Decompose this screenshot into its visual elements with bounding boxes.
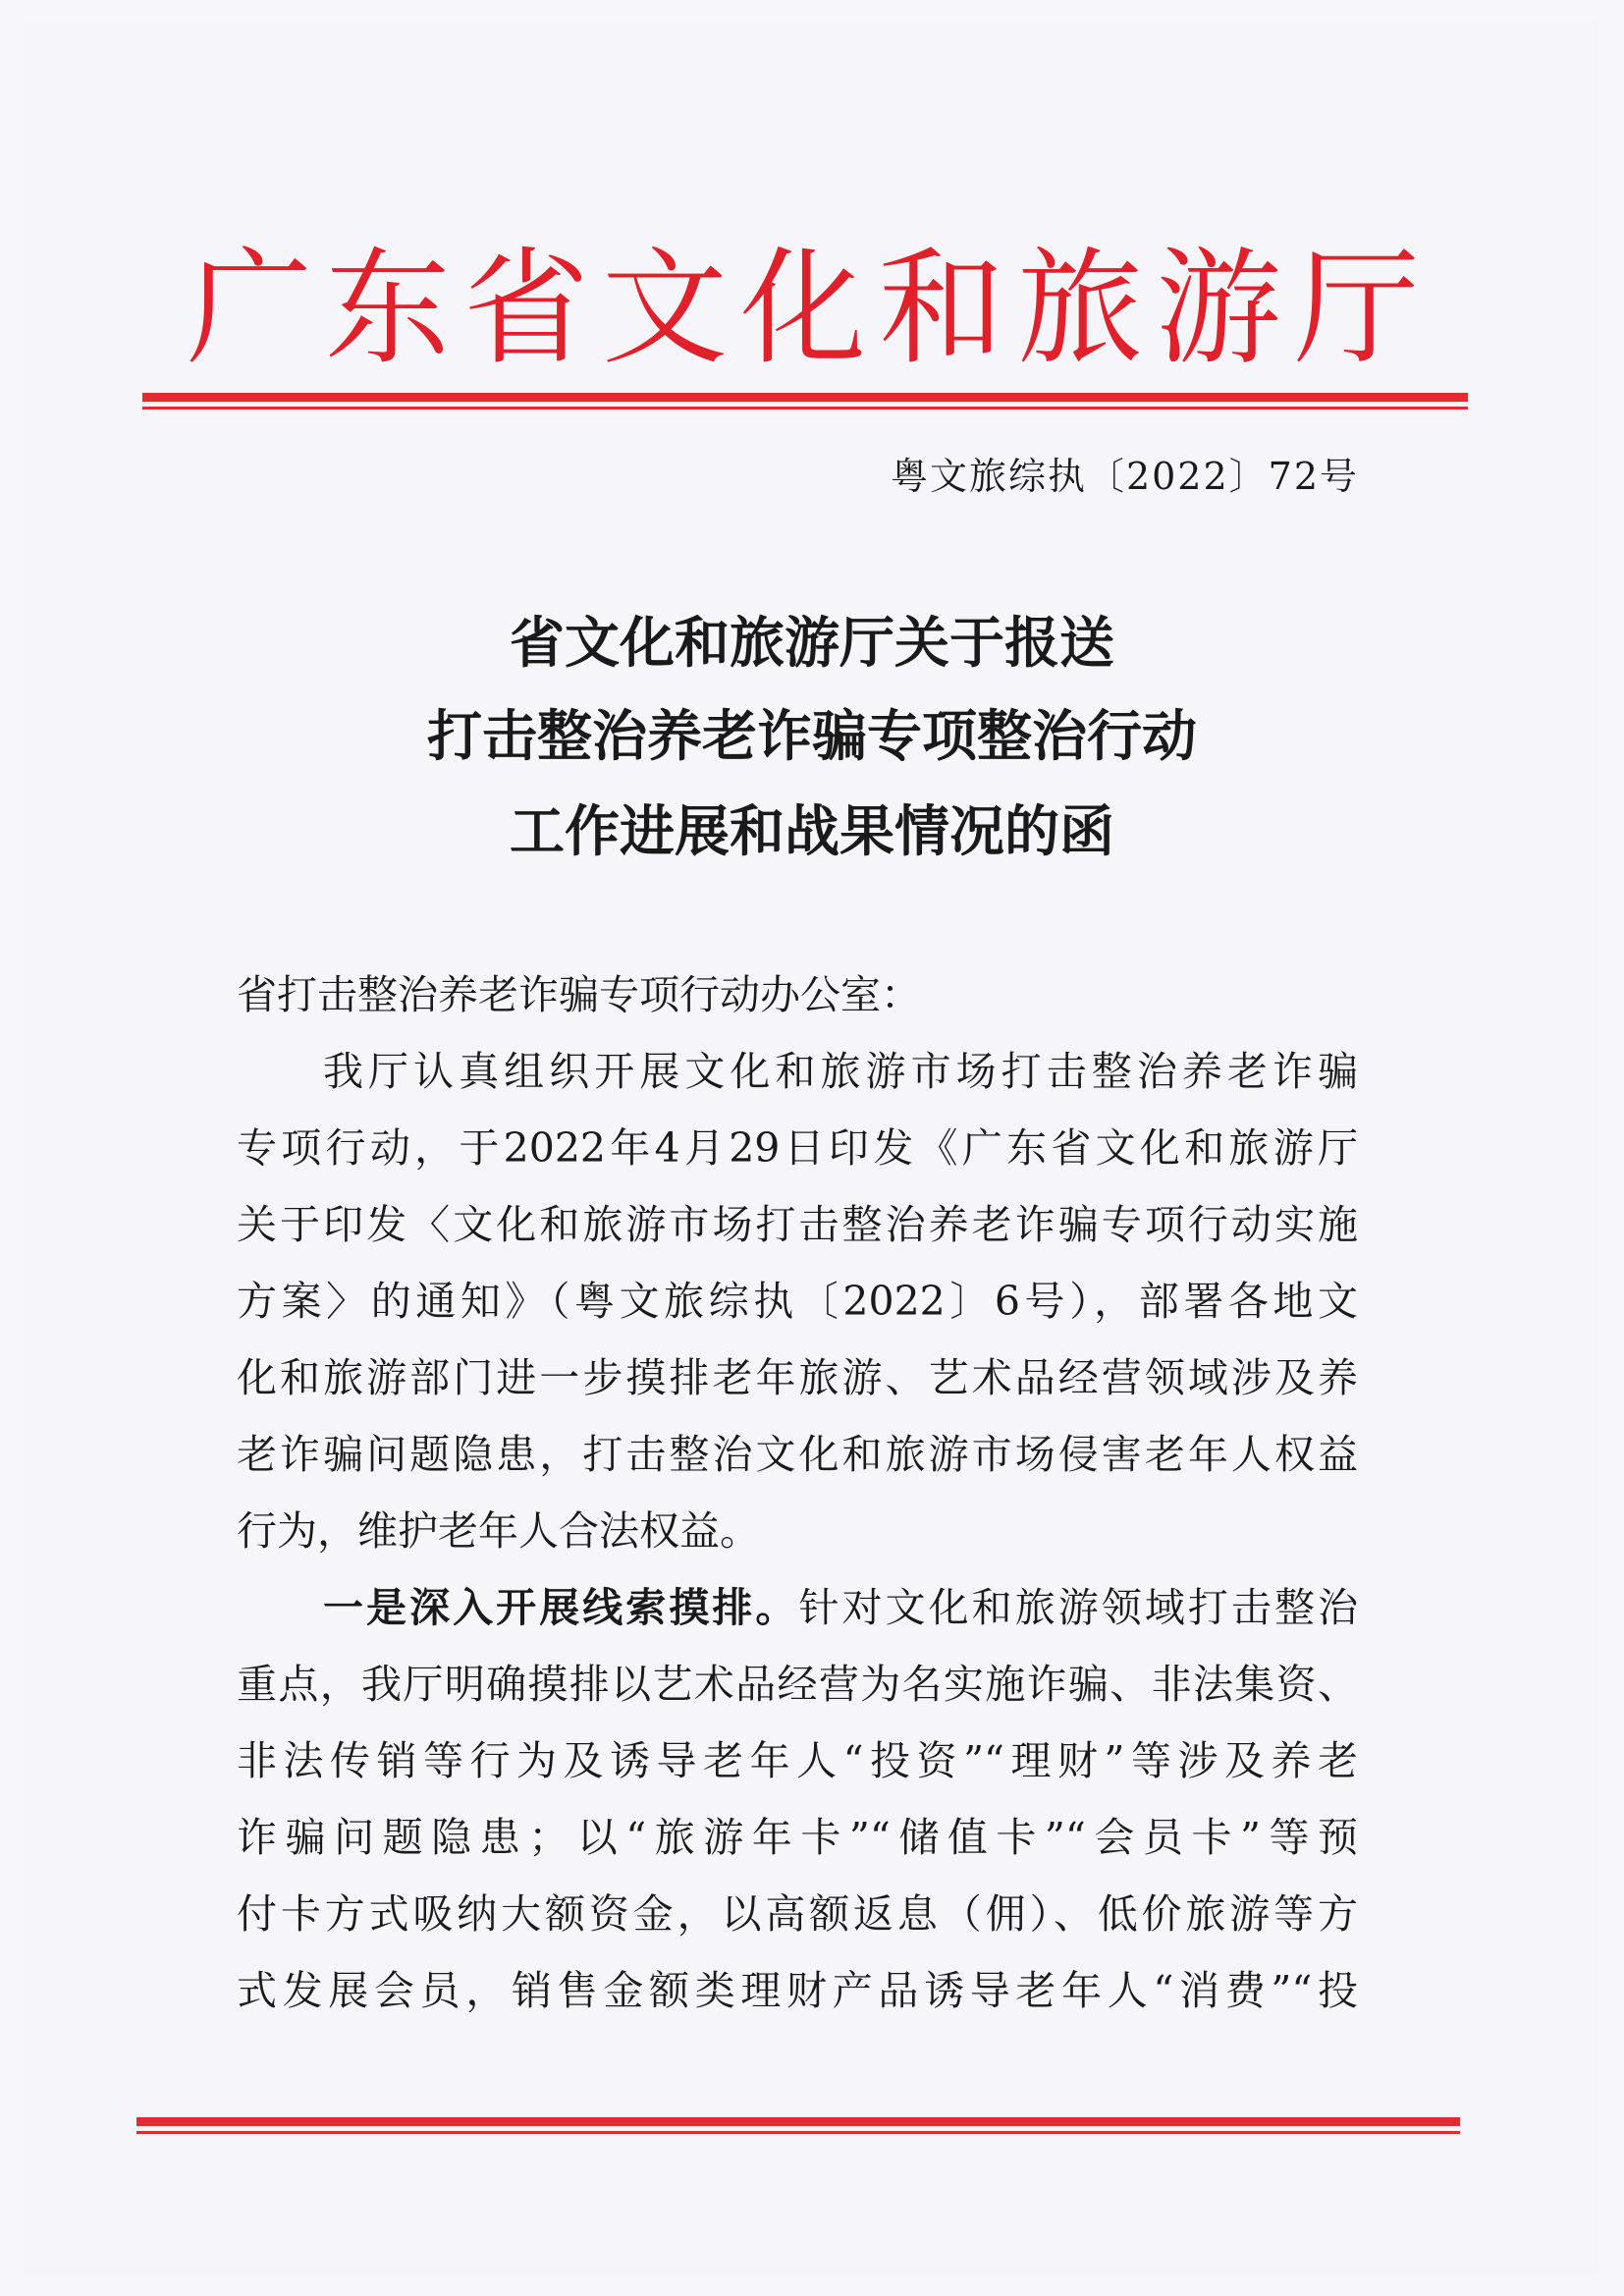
paragraph-line: 非法传销等行为及诱导老年人“投资”“理财”等涉及养老 [237, 1737, 1358, 1784]
addressee: 省打击整治养老诈骗专项行动办公室： [237, 971, 921, 1018]
title-line-2: 打击整治养老诈骗专项整治行动 [427, 704, 1197, 769]
paragraph-line: 关于印发〈文化和旅游市场打击整治养老诈骗专项行动实施 [237, 1201, 1358, 1248]
document-number: 粤文旅综执〔2022〕72号 [890, 455, 1359, 498]
section-lead: 一是深入开展线索摸排。 [323, 1584, 799, 1631]
footer-red-rule-thin [136, 2131, 1460, 2134]
paragraph-line: 老诈骗问题隐患，打击整治文化和旅游市场侵害老年人权益 [237, 1431, 1358, 1478]
header-red-rule [142, 393, 1468, 402]
title-line-1: 省文化和旅游厅关于报送 [510, 611, 1114, 676]
paragraph-line: 式发展会员，销售金额类理财产品诱导老年人“消费”“投 [237, 1967, 1358, 2014]
paragraph-line: 行为，维护老年人合法权益。 [237, 1507, 760, 1555]
title-line-3: 工作进展和战果情况的函 [510, 799, 1114, 864]
paragraph-line: 重点，我厅明确摸排以艺术品经营为名实施诈骗、非法集资、 [237, 1661, 1358, 1708]
paragraph-line: 专项行动，于2022年4月29日印发《广东省文化和旅游厅 [237, 1124, 1358, 1172]
header-red-rule-thin [142, 407, 1468, 410]
paragraph-line: 化和旅游部门进一步摸排老年旅游、艺术品经营领域涉及养 [237, 1354, 1358, 1401]
paragraph-line: 付卡方式吸纳大额资金，以高额返息（佣）、低价旅游等方 [237, 1890, 1358, 1938]
paragraph-line: 方案〉的通知》（粤文旅综执〔2022〕6号），部署各地文 [237, 1278, 1358, 1325]
section-text: 针对文化和旅游领域打击整治 [798, 1584, 1359, 1631]
footer-red-rule [136, 2117, 1460, 2126]
paragraph-line [323, 1580, 1358, 1635]
paragraph-line: 我厅认真组织开展文化和旅游市场打击整治养老诈骗 [323, 1048, 1358, 1095]
paragraph-line: 诈骗问题隐患；以“旅游年卡”“储值卡”“会员卡”等预 [237, 1814, 1358, 1861]
issuer-masthead: 广东省文化和旅游厅 [187, 236, 1424, 382]
